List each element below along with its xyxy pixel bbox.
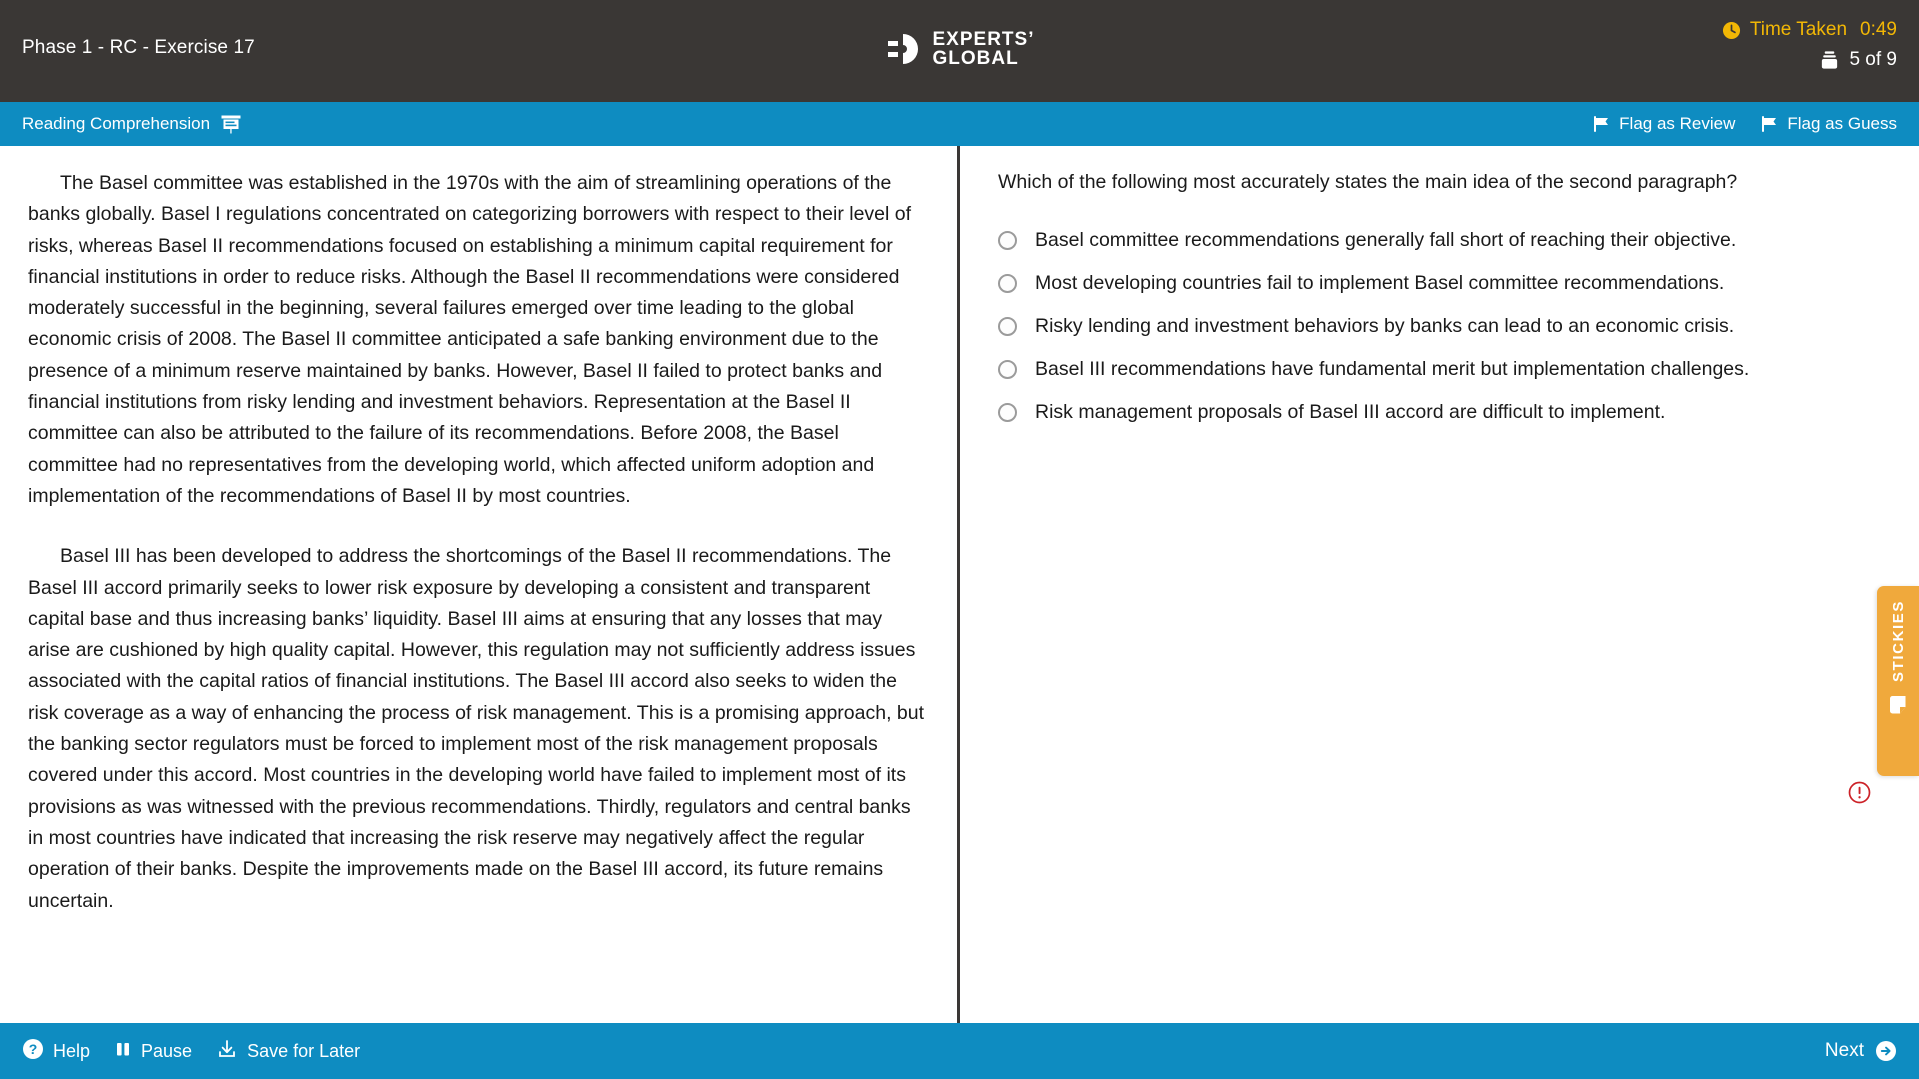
- flag-icon: [1593, 116, 1610, 132]
- radio-button[interactable]: [998, 231, 1017, 250]
- answer-options: [998, 225, 1879, 427]
- flag-actions: [1593, 114, 1897, 134]
- help-button[interactable]: [22, 1038, 90, 1065]
- timer: [1722, 19, 1897, 41]
- question-stack-icon: [1819, 50, 1840, 70]
- question-progress: [1819, 49, 1897, 71]
- radio-button[interactable]: [998, 274, 1017, 293]
- question-pane: [960, 146, 1919, 1023]
- footer-actions: [22, 1038, 360, 1065]
- next-label: Next: [1824, 1040, 1864, 1061]
- brand-line-1: EXPERTS’: [932, 29, 1035, 50]
- brand-line-2: GLOBAL: [932, 48, 1019, 70]
- stickies-label: STICKIES: [1889, 600, 1907, 682]
- answer-option[interactable]: [998, 354, 1879, 384]
- passage-pane: [0, 146, 960, 1023]
- footer-toolbar: [0, 1023, 1919, 1079]
- flag-as-review-button[interactable]: [1593, 114, 1735, 134]
- flag-icon: [1761, 116, 1778, 132]
- svg-text:?: ?: [28, 1040, 38, 1057]
- answer-option-label: Risky lending and investment behaviors by banks can lead to an economic crisis.: [1035, 315, 1735, 337]
- page-title: Phase 1 - RC - Exercise 17: [22, 37, 255, 58]
- question-circle-icon: [22, 1038, 44, 1065]
- question-stem: Which of the following most accurately states the main idea of the second paragraph?: [998, 171, 1738, 193]
- pause-icon: [114, 1040, 132, 1063]
- alert-badge[interactable]: [1848, 781, 1871, 804]
- radio-button[interactable]: [998, 403, 1017, 422]
- answer-option-label: Basel committee recommendations generally fall short of reaching their objective.: [1035, 229, 1737, 251]
- question-progress-text: 5 of 9: [1849, 49, 1897, 70]
- stickies-tab[interactable]: [1877, 586, 1919, 776]
- sticky-note-icon: [1887, 694, 1909, 716]
- answer-option-label: Most developing countries fail to implement Basel committee recommendations.: [1035, 272, 1725, 294]
- save-for-later-label: Save for Later: [247, 1040, 361, 1061]
- save-for-later-button[interactable]: [216, 1039, 360, 1064]
- main-content: [0, 146, 1919, 1023]
- next-button[interactable]: [1825, 1040, 1897, 1062]
- answer-option[interactable]: [998, 268, 1879, 298]
- timer-label: Time Taken: [1749, 19, 1848, 40]
- answer-option[interactable]: [998, 397, 1879, 427]
- section-title: [22, 114, 241, 134]
- clock-icon: [1722, 21, 1741, 40]
- brand-wordmark: [933, 30, 1035, 69]
- arrow-right-circle-icon: [1875, 1040, 1897, 1062]
- top-header: [0, 0, 1919, 102]
- section-title-label: Reading Comprehension: [22, 114, 211, 133]
- radio-button[interactable]: [998, 360, 1017, 379]
- experts-global-logo-icon: [885, 31, 921, 67]
- section-bar: [0, 102, 1919, 146]
- pause-button[interactable]: [114, 1040, 192, 1063]
- timer-value: 0:49: [1860, 19, 1897, 40]
- answer-option-label: Risk management proposals of Basel III accord are difficult to implement.: [1035, 401, 1666, 423]
- download-icon: [216, 1039, 238, 1064]
- flag-as-guess-button[interactable]: [1761, 114, 1897, 134]
- pause-label: Pause: [141, 1040, 193, 1061]
- answer-option[interactable]: [998, 225, 1879, 255]
- answer-option-label: Basel III recommendations have fundamental merit but implementation challenges.: [1035, 358, 1750, 380]
- radio-button[interactable]: [998, 317, 1017, 336]
- flag-as-guess-label: Flag as Guess: [1787, 114, 1897, 133]
- flag-as-review-label: Flag as Review: [1619, 114, 1736, 133]
- help-label: Help: [53, 1040, 91, 1061]
- passage-paragraph-1: The Basel committee was established in the 1970s with the aim of streamlining operations of the banks globally. Basel I regulations concentrated on categorizing borrowers with respect to their level of risks, whereas Basel II recommendations focused on establishing a minimum capital requirement for financial institutions in order to reduce risks. Although the Basel II recommendations were considered moderately successful in the beginning, several failures emerged over time leading to the global economic crisis of 2008. The Basel II committee anticipated a safe banking environment due to the presence of a minimum reserve maintained by banks. However, Basel II failed to protect banks and financial institutions from risky lending and investment behaviors. Representation at the Basel II committee can also be attributed to the failure of its recommendations. Before 2008, the Basel committee had no representatives from the developing world, which affected uniform adoption and implementation of the recommendations of Basel II by most countries.: [28, 172, 912, 507]
- brand-logo: [885, 30, 1035, 69]
- passage-paragraph-2: Basel III has been developed to address the shortcomings of the Basel II recommendations. The Basel III accord primarily seeks to lower risk exposure by developing a consistent and transparent capital base and thus increasing banks’ liquidity. Basel III aims at ensuring that any losses that may arise are cushioned by high quality capital. However, this regulation may not sufficiently address issues associated with the capital ratios of financial institutions. The Basel III accord also seeks to widen the risk coverage as a way of enhancing the process of risk management. This is a promising approach, but the banking sector regulators must be forced to implement most of the risk management proposals covered under this accord. Most countries in the developing world have failed to implement most of its provisions as was witnessed with the previous recommendations. Thirdly, regulators and central banks in most countries have indicated that increasing the risk reserve may negatively affect the regular operation of their banks. Despite the improvements made on the Basel III accord, its future remains uncertain.: [28, 545, 925, 912]
- answer-option[interactable]: [998, 311, 1879, 341]
- presentation-board-icon: [221, 115, 241, 134]
